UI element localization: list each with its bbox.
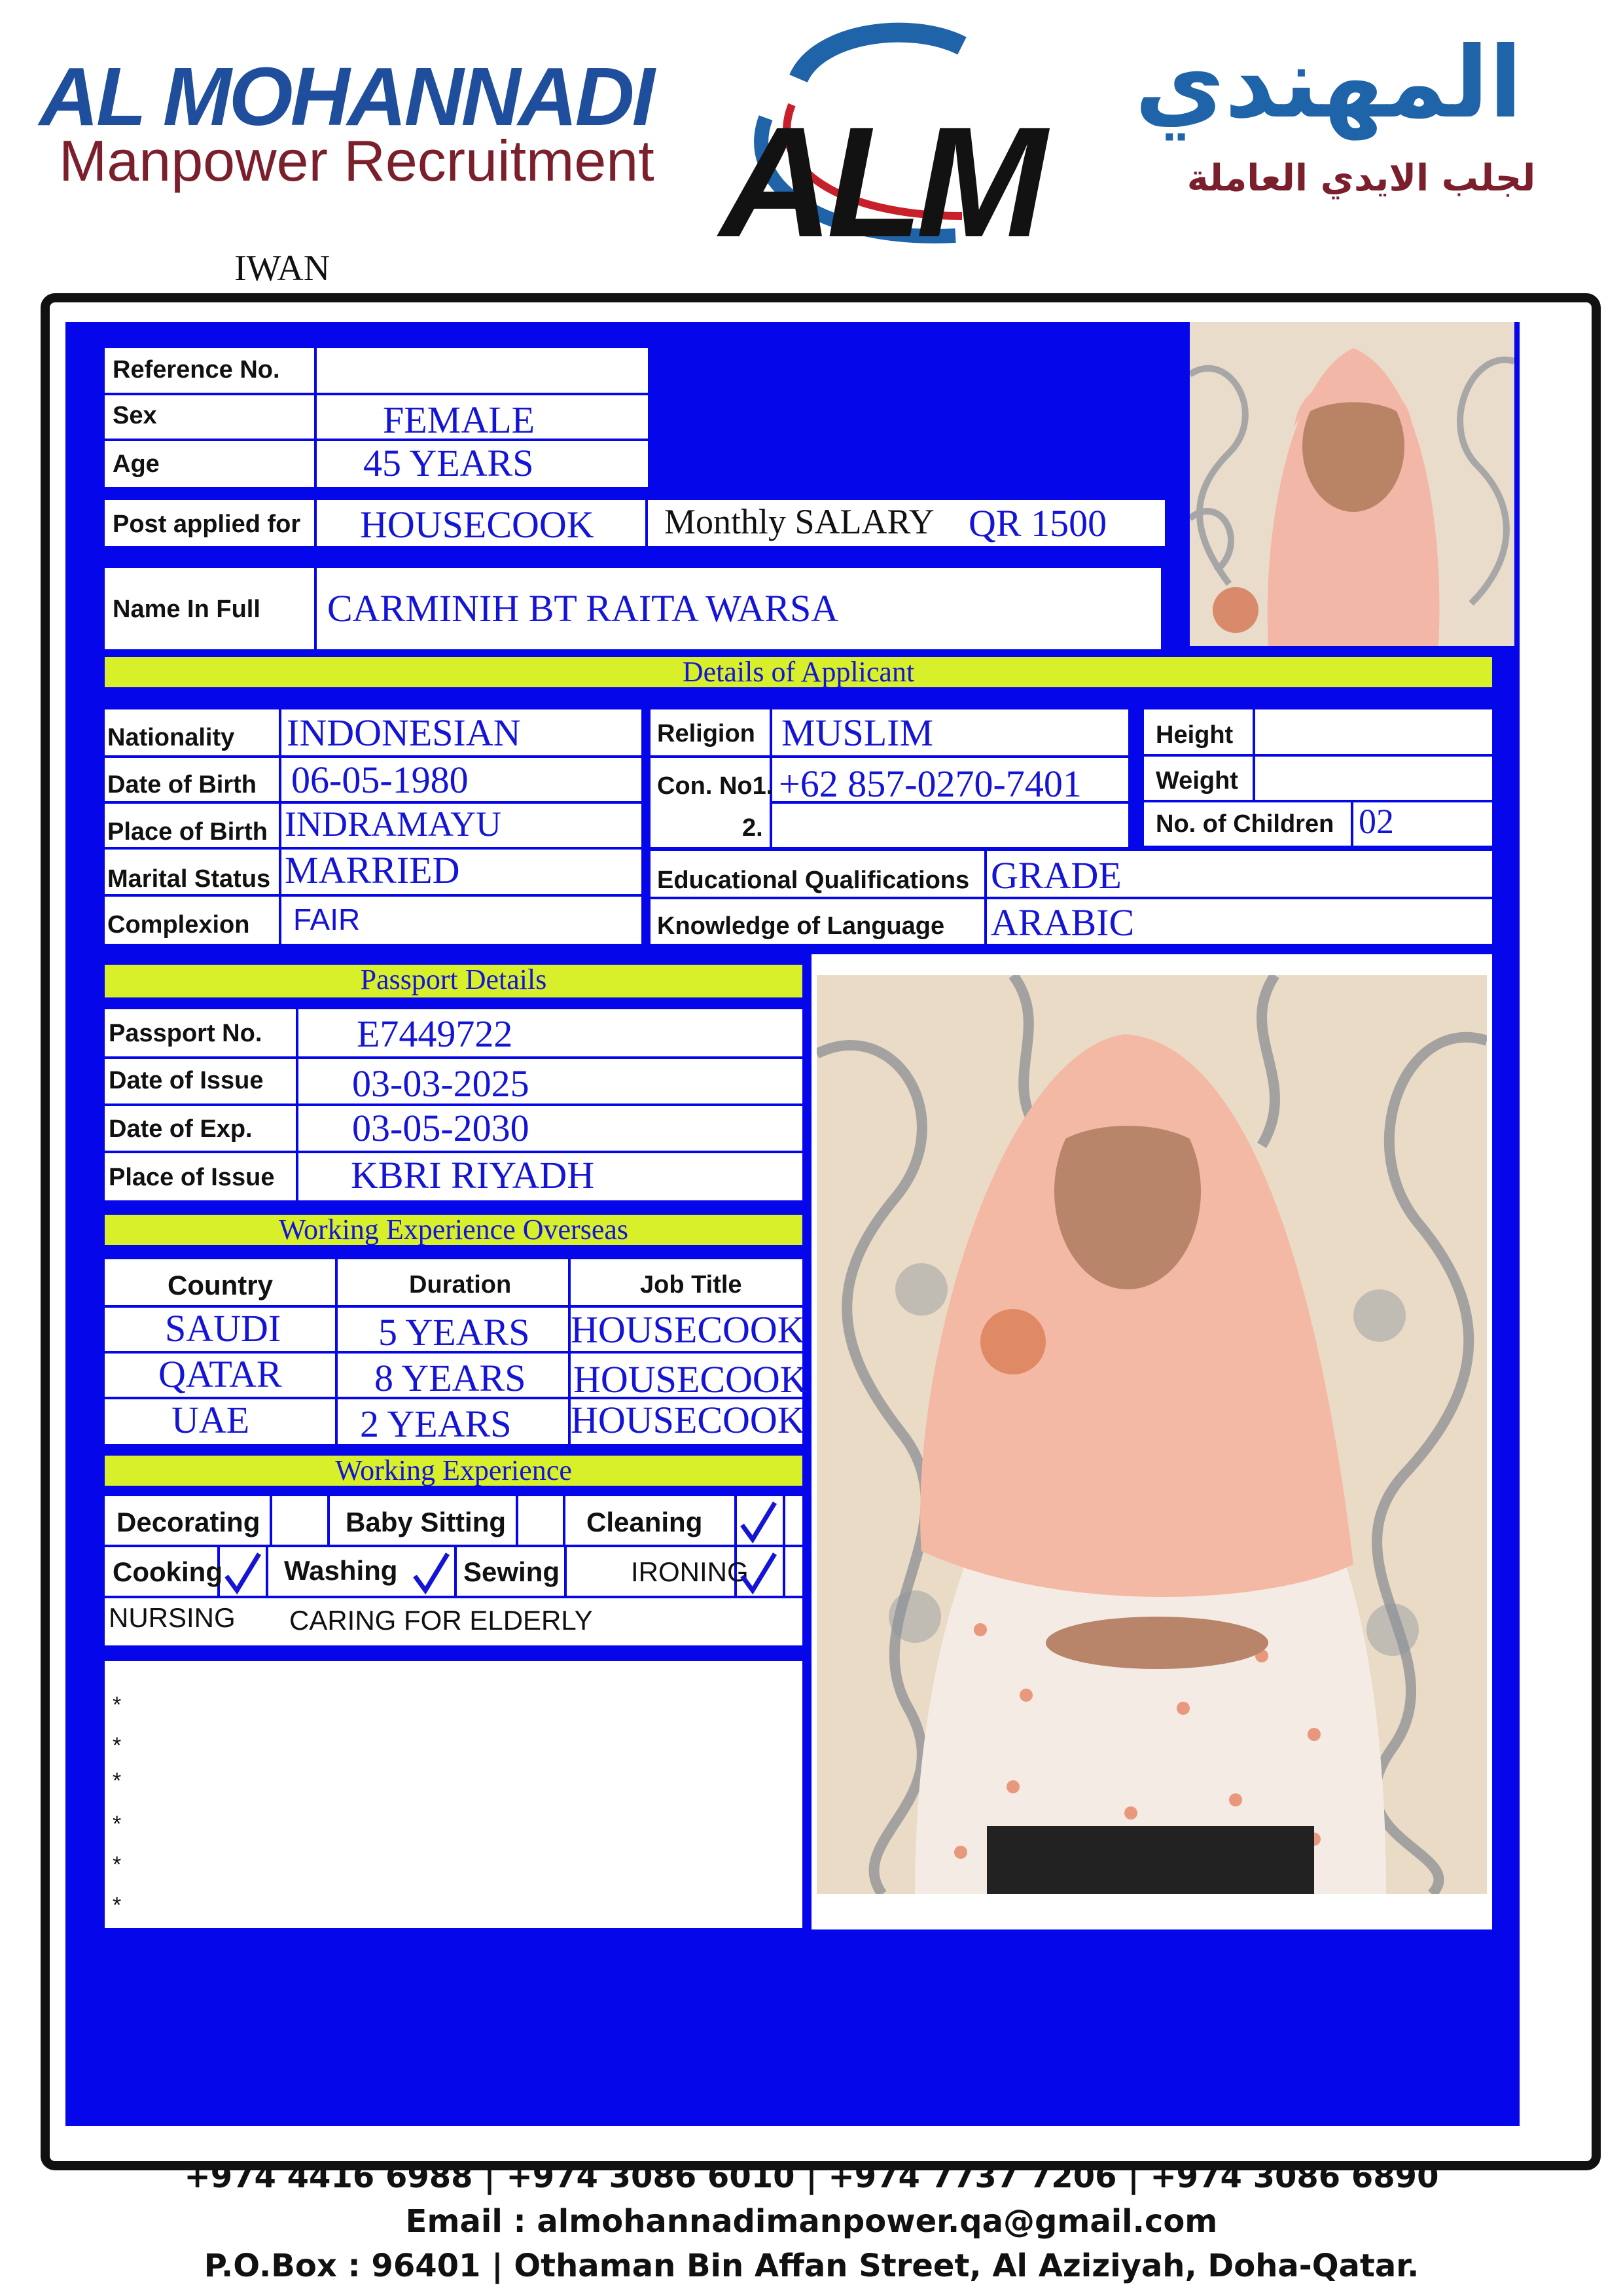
ironing-check-icon [738, 1550, 777, 1596]
children-value: 02 [1359, 802, 1394, 841]
note-bullet: * [113, 1812, 122, 1837]
details-title-bar: Details of Applicant [105, 657, 1492, 687]
issue-date-label: Date of Issue [109, 1067, 264, 1094]
dob-value: 06-05-1980 [291, 759, 469, 801]
exp-date-label: Date of Exp. [109, 1115, 253, 1143]
salary-label: Monthly SALARY [664, 502, 935, 541]
reference-no-label: Reference No. [113, 356, 280, 384]
passport-no-value: E7449722 [357, 1013, 513, 1055]
marital-value: MARRIED [285, 849, 460, 891]
overseas-header-duration: Duration [409, 1271, 512, 1299]
pob-label: Place of Birth [107, 818, 268, 846]
company-name-arabic: المهندي [1134, 26, 1523, 140]
skill-baby-sitting: Baby Sitting [346, 1507, 507, 1537]
place-issue-label: Place of Issue [109, 1164, 275, 1191]
overseas-row1-duration: 5 YEARS [378, 1311, 530, 1354]
dob-label: Date of Birth [107, 771, 257, 798]
education-label: Educational Qualifications [657, 867, 970, 894]
pob-value: INDRAMAYU [285, 804, 502, 844]
overseas-row2-job: HOUSECOOK [573, 1358, 808, 1401]
footer-email: Email : almohannadimanpower.qa@gmail.com [405, 2203, 1218, 2240]
education-value: GRADE [991, 854, 1122, 897]
overseas-title-bar: Working Experience Overseas [105, 1215, 802, 1245]
post-salary-row [105, 500, 1165, 546]
overseas-row2-country: QATAR [158, 1353, 282, 1395]
marital-label: Marital Status [107, 865, 271, 893]
overseas-row3-duration: 2 YEARS [360, 1403, 512, 1445]
cooking-check-icon [223, 1550, 262, 1596]
skill-sewing: Sewing [463, 1556, 560, 1587]
religion-value: MUSLIM [781, 711, 934, 754]
age-value: 45 YEARS [363, 442, 534, 484]
applicant-photo-large [817, 975, 1487, 1894]
agent-name: IWAN [234, 248, 330, 289]
skill-nursing: NURSING [109, 1602, 236, 1633]
language-label: Knowledge of Language [657, 912, 945, 940]
religion-label: Religion [657, 720, 755, 747]
skill-washing: Washing [284, 1555, 398, 1586]
cleaning-check-icon [738, 1499, 777, 1545]
alm-logo [713, 20, 1080, 268]
place-issue-value: KBRI RIYADH [351, 1154, 595, 1196]
name-value: CARMINIH BT RAITA WARSA [327, 587, 839, 630]
language-value: ARABIC [991, 901, 1135, 944]
skill-cleaning: Cleaning [586, 1507, 703, 1537]
nationality-label: Nationality [107, 724, 235, 751]
washing-check-icon [411, 1550, 450, 1596]
exp-date-value: 03-05-2030 [352, 1107, 529, 1149]
skill-caring-elderly: CARING FOR ELDERLY [289, 1605, 593, 1636]
education-language-table [651, 851, 1492, 944]
post-value: HOUSECOOK [360, 503, 594, 546]
note-bullet: * [113, 1893, 122, 1918]
sex-label: Sex [113, 402, 157, 429]
height-label: Height [1156, 721, 1234, 749]
company-tagline-arabic: لجلب الايدي العاملة [1186, 157, 1536, 200]
overseas-row1-job: HOUSECOOK [571, 1308, 805, 1351]
note-bullet: * [113, 1733, 122, 1758]
note-bullet: * [113, 1693, 122, 1717]
footer-phones: +974 4416 6988 | +974 3086 6010 | +974 7737 7206 | +974 3086 6890 [184, 2159, 1439, 2195]
contact2-label: 2. [742, 814, 763, 842]
overseas-header-country: Country [168, 1270, 273, 1300]
overseas-header-job-title: Job Title [640, 1271, 742, 1299]
weight-label: Weight [1156, 767, 1238, 795]
overseas-row1-country: SAUDI [165, 1307, 281, 1350]
post-label: Post applied for [113, 511, 301, 538]
complexion-label: Complexion [107, 911, 250, 939]
details-right-table [1144, 709, 1492, 846]
nationality-value: INDONESIAN [287, 711, 521, 754]
name-row [105, 568, 1161, 649]
experience-title-bar: Working Experience [105, 1456, 802, 1486]
notes-box [105, 1661, 802, 1928]
company-tagline: Manpower Recruitment [59, 128, 654, 193]
passport-no-label: Passport No. [109, 1020, 262, 1047]
passport-title-bar: Passport Details [105, 965, 802, 997]
skill-cooking: Cooking [113, 1556, 223, 1587]
overseas-row3-country: UAE [171, 1399, 250, 1441]
experience-table [105, 1496, 802, 1645]
note-bullet: * [113, 1768, 122, 1793]
overseas-row2-duration: 8 YEARS [374, 1357, 526, 1399]
contact1-label: Con. No1. [657, 772, 774, 800]
sex-value: FEMALE [383, 399, 535, 441]
passport-table [105, 1009, 802, 1200]
skill-ironing: IRONING [631, 1556, 749, 1587]
top-info-table [105, 348, 648, 487]
details-left-table [105, 709, 641, 944]
complexion-value: FAIR [293, 903, 361, 937]
salary-value: QR 1500 [969, 502, 1107, 545]
logo-text: ALM [720, 94, 1041, 270]
applicant-photo-small [1190, 322, 1514, 646]
children-label: No. of Children [1156, 810, 1334, 838]
note-bullet: * [113, 1852, 122, 1877]
skill-decorating: Decorating [116, 1507, 260, 1537]
details-middle-table [651, 709, 1128, 847]
name-label: Name In Full [113, 596, 260, 623]
footer-address: P.O.Box : 96401 | Othaman Bin Affan Street, Al Aziziyah, Doha-Qatar. [204, 2248, 1419, 2284]
contact1-value: +62 857-0270-7401 [779, 762, 1082, 805]
age-label: Age [113, 450, 160, 478]
issue-date-value: 03-03-2025 [352, 1062, 529, 1105]
overseas-row3-job: HOUSECOOK [571, 1399, 805, 1441]
overseas-table [105, 1259, 808, 1445]
company-name: AL MOHANNADI [39, 50, 652, 143]
